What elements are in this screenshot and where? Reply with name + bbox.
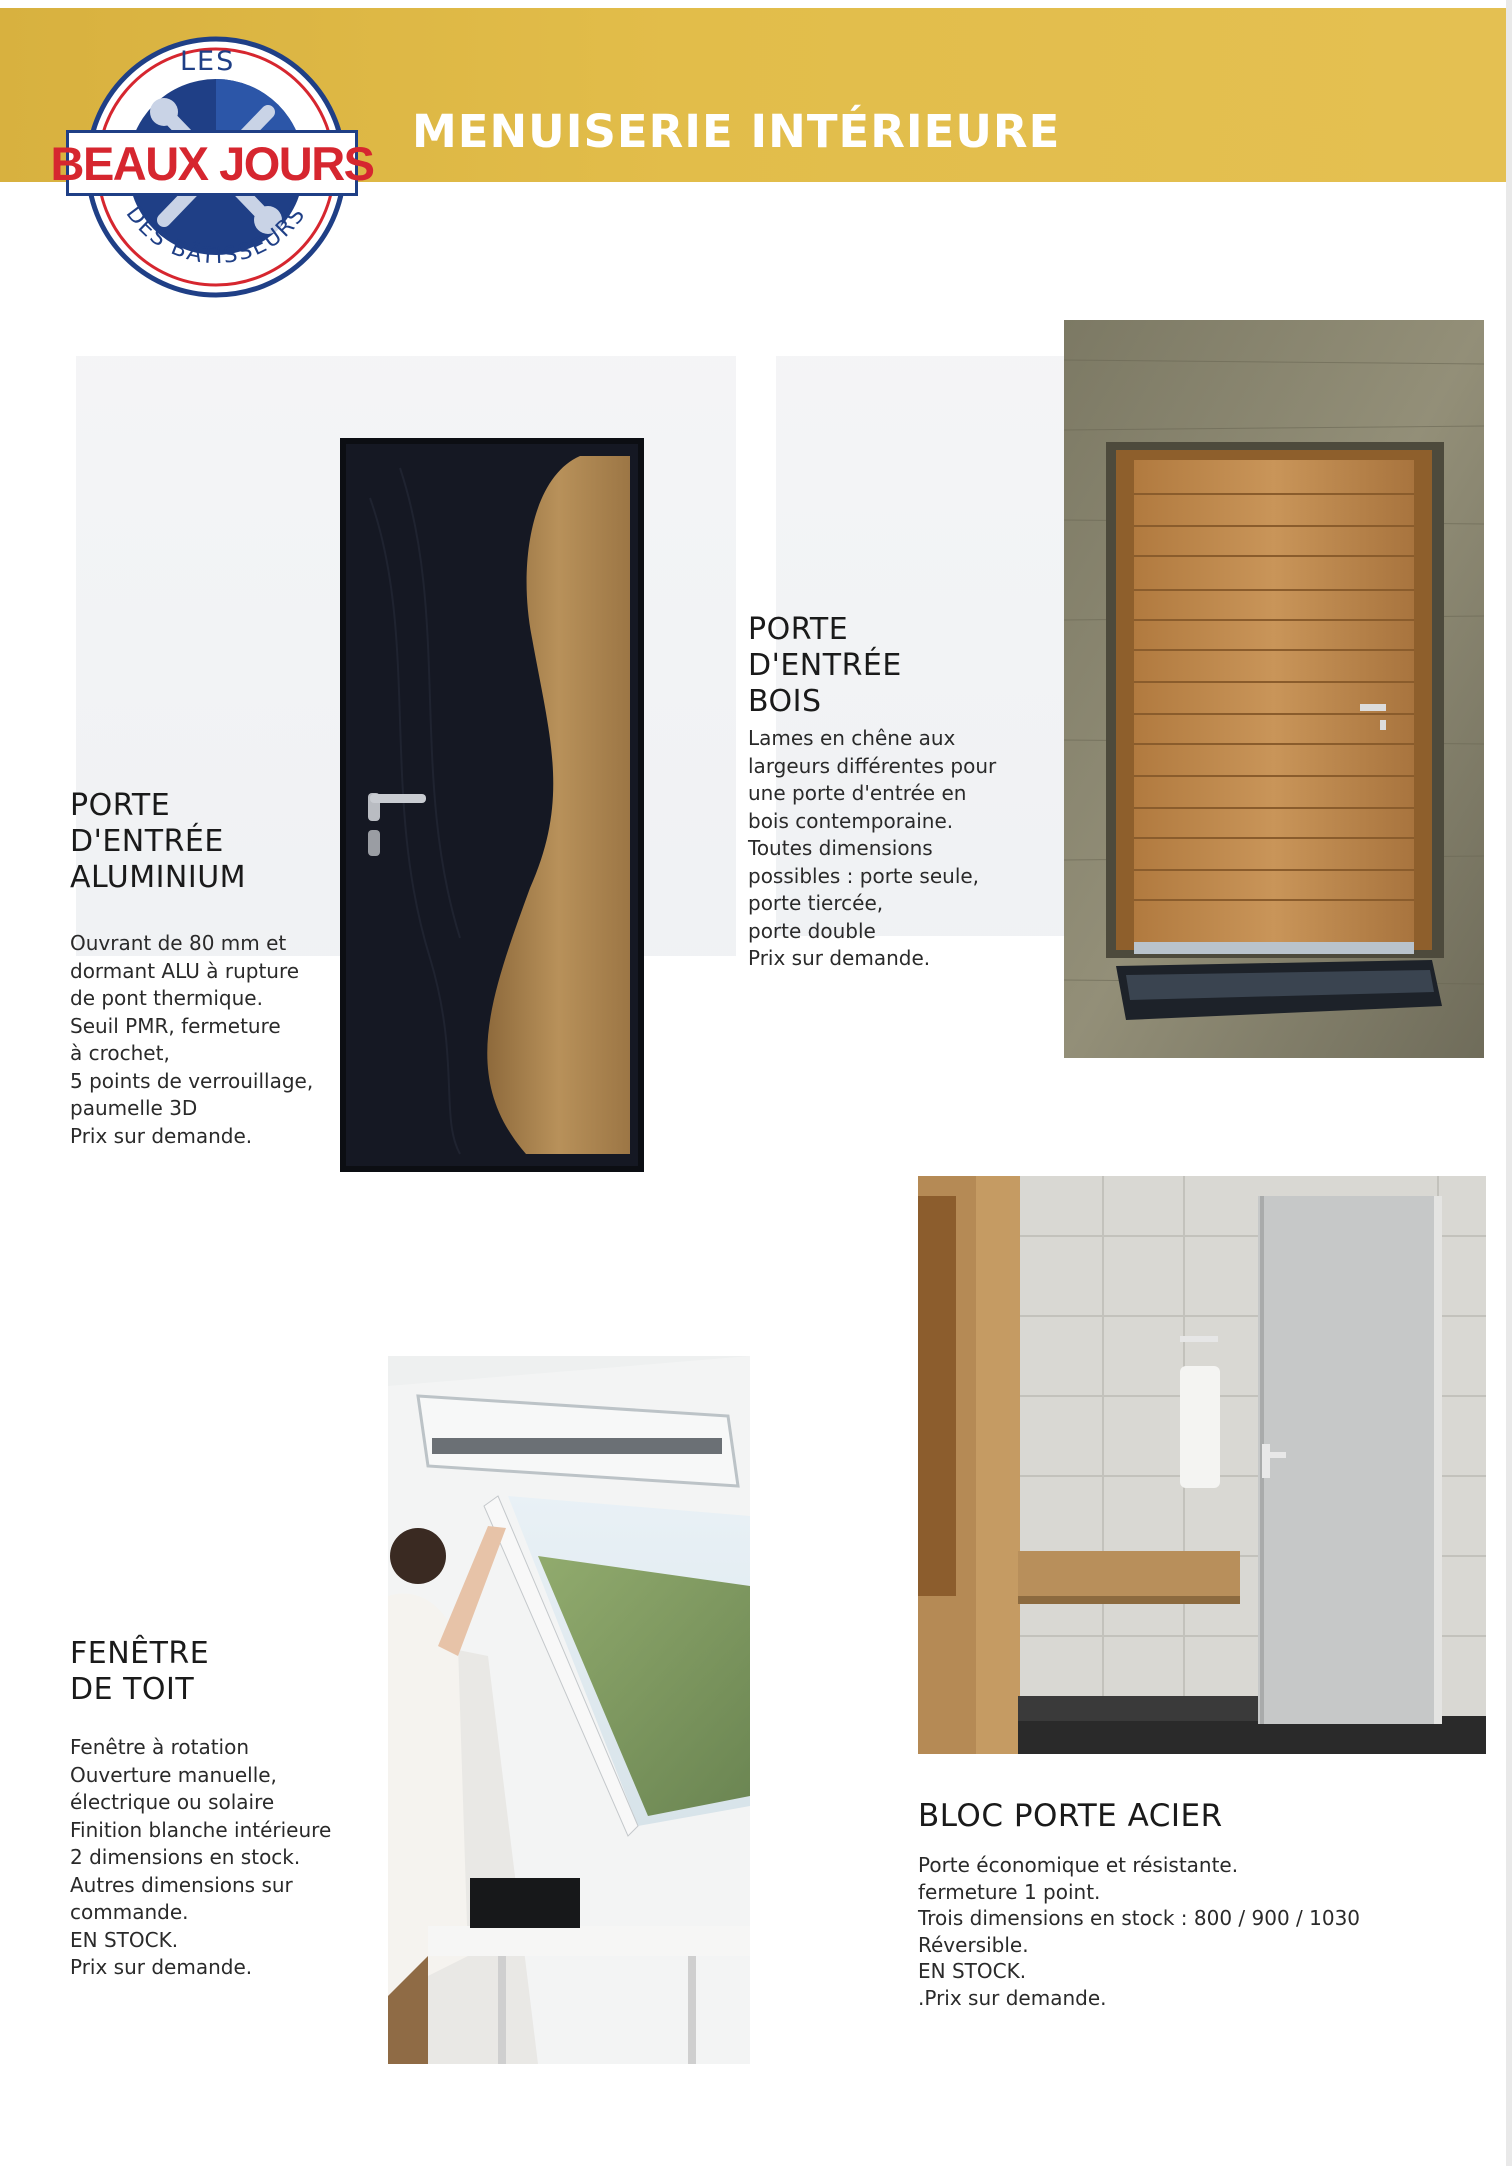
door-handle-icon <box>1360 704 1386 711</box>
steel-door-photo <box>918 1176 1486 1754</box>
logo-name: BEAUX JOURS <box>66 130 358 196</box>
acier-description: Porte économique et résistante. fermeture 1 point. Trois dimensions en stock : 800 / 900 / 1030 Réversible. EN STOCK. .Prix sur demande. <box>918 1853 1361 2010</box>
door-handle-icon <box>1262 1444 1270 1478</box>
logo-top-text: LES <box>180 46 236 77</box>
roof-window-photo <box>388 1356 750 2064</box>
page-title: MENUISERIE INTÉRIEURE <box>412 105 1061 158</box>
fenetre-description: Fenêtre à rotation Ouverture manuelle, électrique ou solaire Finition blanche intérieure 2 dimensions en stock. Autres dimensions sur commande. EN STOCK. Prix sur demande. <box>70 1735 332 1979</box>
acier-title: BLOC PORTE ACIER <box>918 1798 1223 1834</box>
bois-description: Lames en chêne aux largeurs différentes pour une porte d'entrée en bois contemporaine. Toutes dimensions possibles : porte seule, porte tiercée, porte double Prix sur demande. <box>748 726 997 970</box>
bois-title: PORTE D'ENTRÉE BOIS <box>748 612 902 719</box>
aluminium-door-photo <box>340 438 644 1172</box>
wood-door-photo <box>1064 320 1484 1058</box>
logo-bottom-text: DES BÂTISSEURS <box>120 201 312 270</box>
page-edge <box>1506 0 1512 2166</box>
aluminium-title: PORTE D'ENTRÉE ALUMINIUM <box>70 788 247 895</box>
aluminium-description: Ouvrant de 80 mm et dormant ALU à rupture de pont thermique. Seuil PMR, fermeture à crochet, 5 points de verrouillage, paumelle 3D Prix sur demande. <box>70 931 314 1148</box>
fenetre-title: FENÊTRE DE TOIT <box>70 1636 210 1707</box>
